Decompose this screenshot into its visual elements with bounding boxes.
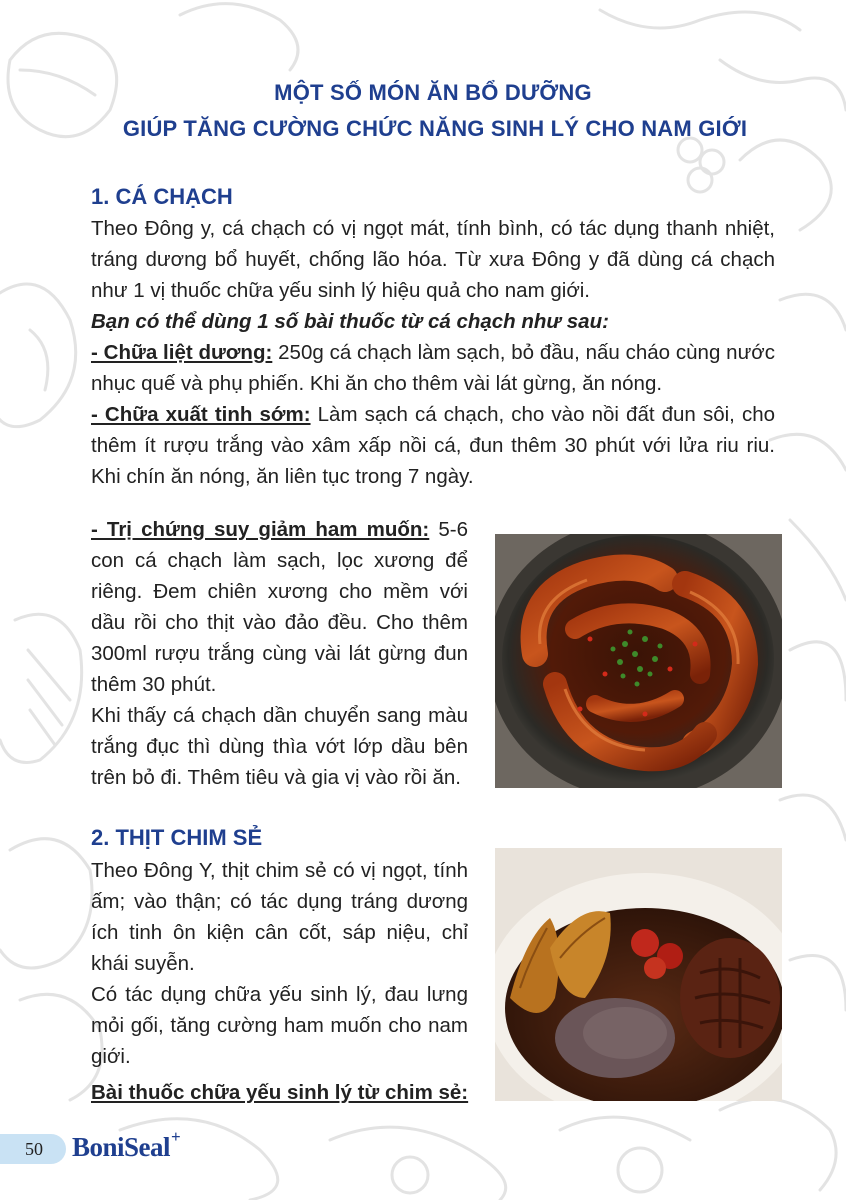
page-title-line-1: MỘT SỐ MÓN ĂN BỔ DƯỠNG (274, 80, 592, 105)
section-2-paragraph-1: Theo Đông Y, thịt chim sẻ có vị ngọt, tính ấm; vào thận; có tác dụng tráng dương ích tinh ôn kiện cân cốt, sáp niệu, chỉ khái suyễn. (91, 859, 468, 975)
brand-logo (72, 1127, 181, 1163)
remedy-impotence (91, 337, 775, 399)
section-1-intro: Theo Đông y, cá chạch có vị ngọt mát, tính bình, có tác dụng thanh nhiệt, tráng dương bổ huyết, chống lão hóa. Từ xưa Đông y đã dùng cá chạch như 1 vị thuốc chữa yếu sinh lý hiệu quả cho nam giới. (91, 217, 775, 302)
remedy-low-libido (91, 514, 468, 700)
sparrow-herbal-soup-photo (495, 848, 782, 1101)
remedy-premature-ejaculation-label: - Chữa xuất tinh sớm: (91, 403, 311, 426)
braised-loach-clay-pot-photo (495, 534, 782, 788)
section-2-body (91, 855, 468, 1072)
remedy-premature-ejaculation (91, 399, 775, 492)
page-number: 50 (25, 1139, 43, 1159)
section-1-heading: 1. CÁ CHẠCH (91, 184, 233, 209)
section-2-heading: 2. THỊT CHIM SẺ (91, 825, 263, 850)
remedy-low-libido-label: - Trị chứng suy giảm ham muốn: (91, 518, 430, 541)
section-2-subheading-wrap (91, 1077, 491, 1108)
section-2-subheading: Bài thuốc chữa yếu sinh lý từ chim sẻ: (91, 1081, 469, 1104)
brand-name: BoniSeal (72, 1132, 171, 1162)
brand-plus: + (171, 1127, 181, 1146)
section-2-paragraph-2: Có tác dụng chữa yếu sinh lý, đau lưng mỏi gối, tăng cường ham muốn cho nam giới. (91, 983, 468, 1068)
page-title-line-2: GIÚP TĂNG CƯỜNG CHỨC NĂNG SINH LÝ CHO NAM GIỚI (122, 116, 748, 141)
section-1-body (91, 213, 775, 492)
remedy-low-libido-text: 5-6 con cá chạch làm sạch, lọc xương để riêng. Đem chiên xương cho mềm với dầu rồi cho thịt vào đảo đều. Cho thêm 300ml rượu trắng cùng vài lát gừng đun thêm 30 phút. (91, 518, 468, 696)
section-1-lead: Bạn có thể dùng 1 số bài thuốc từ cá chạch như sau: (91, 310, 609, 333)
remedy-impotence-text: 250g cá chạch làm sạch, bỏ đầu, nấu cháo cùng nước nhục quế và phụ phiến. Khi ăn cho thêm vài lát gừng, ăn nóng. (91, 341, 775, 395)
remedy-low-libido-followup: Khi thấy cá chạch dần chuyển sang màu trắng đục thì dùng thìa vớt lớp dầu bên trên bỏ đi. Thêm tiêu và gia vị vào rồi ăn. (91, 704, 468, 789)
remedy-impotence-label: - Chữa liệt dương: (91, 341, 273, 364)
remedy-premature-ejaculation-text: Làm sạch cá chạch, cho vào nồi đất đun sôi, cho thêm ít rượu trắng vào xâm xấp nồi cá, đun thêm 30 phút với lửa riu riu. Khi chín ăn nóng, ăn liên tục trong 7 ngày. (91, 403, 775, 488)
remedy-low-libido-block (91, 514, 468, 793)
